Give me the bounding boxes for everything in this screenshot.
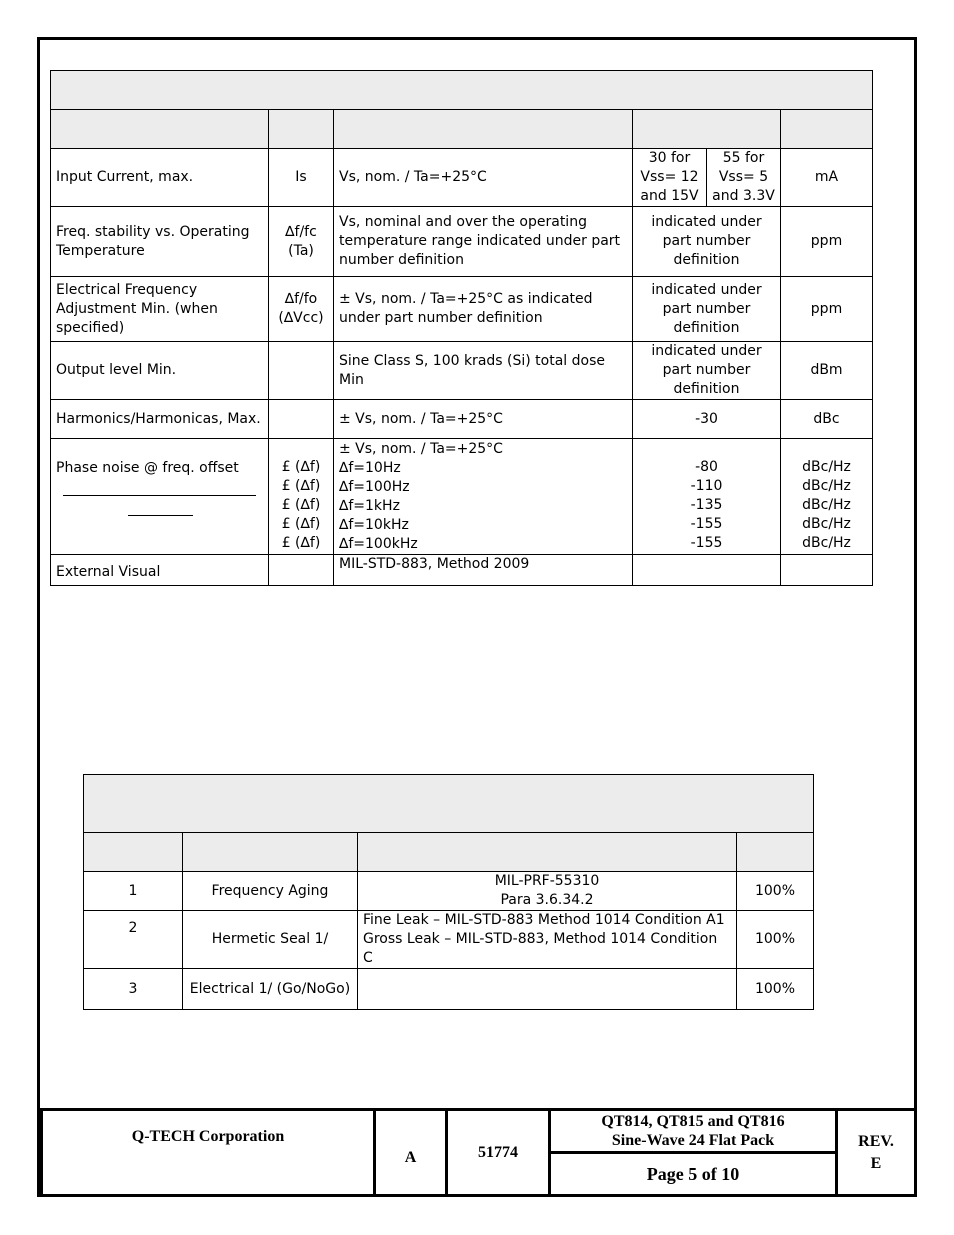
table-row: Input Current, max. Is Vs, nom. / Ta=+25°C 30 for Vss= 12 and 15V 55 for Vss= 5 and 3.3V mA — [51, 149, 873, 207]
table-header-row — [51, 110, 873, 149]
table-row: 3 Electrical 1/ (Go/NoGo) 100% — [84, 969, 814, 1010]
company-name: Q-TECH Corporation — [42, 1110, 375, 1196]
table-header-row — [84, 833, 814, 872]
table-row: Freq. stability vs. Operating Temperature ∆f/fc (Ta) Vs, nominal and over the operating temperature range indicated under part number definition indicated under part number definition ppm — [51, 207, 873, 277]
table-title-row — [84, 775, 814, 833]
table-title-row — [51, 71, 873, 110]
table-row: 2 Hermetic Seal 1/ Fine Leak – MIL-STD-883 Method 1014 Condition A1 Gross Leak – MIL-STD-883, Method 1014 Condition C 100% — [84, 911, 814, 969]
document-title: QT814, QT815 and QT816 Sine-Wave 24 Flat Pack — [550, 1110, 837, 1153]
table-row: Harmonics/Harmonicas, Max. ± Vs, nom. / Ta=+25°C -30 dBc — [51, 400, 873, 439]
title-block — [40, 1108, 917, 1197]
table-row: External Visual MIL-STD-883, Method 2009 — [51, 555, 873, 586]
size-code: A — [375, 1110, 447, 1196]
underline — [63, 495, 256, 496]
table-row: Output level Min. Sine Class S, 100 krads (Si) total dose Min indicated under part number definition dBm — [51, 342, 873, 400]
page-number: Page 5 of 10 — [550, 1153, 837, 1196]
table-row: 1 Frequency Aging MIL-PRF-55310 Para 3.6.34.2 100% — [84, 872, 814, 911]
document-number: 51774 — [447, 1110, 550, 1196]
revision: REV. E — [837, 1110, 916, 1196]
phase-noise-row: Phase noise @ freq. offset £ (∆f) £ (∆f) £ (∆f) £ (∆f) £ (∆f) ± Vs, nom. / Ta=+25°C ∆f=10Hz ∆f=100Hz ∆f=1kHz ∆f=10kHz ∆f=100kHz -80 -110 -135 -155 -155 dBc/Hz dBc/Hz dBc/Hz dBc/Hz dBc/Hz — [51, 439, 873, 555]
screening-table — [83, 774, 814, 1010]
underline — [128, 515, 193, 516]
electrical-spec-table — [50, 70, 873, 586]
table-row: Electrical Frequency Adjustment Min. (when specified) ∆f/fo (∆Vcc) ± Vs, nom. / Ta=+25°C as indicated under part number definition indicated under part number definition ppm — [51, 277, 873, 342]
